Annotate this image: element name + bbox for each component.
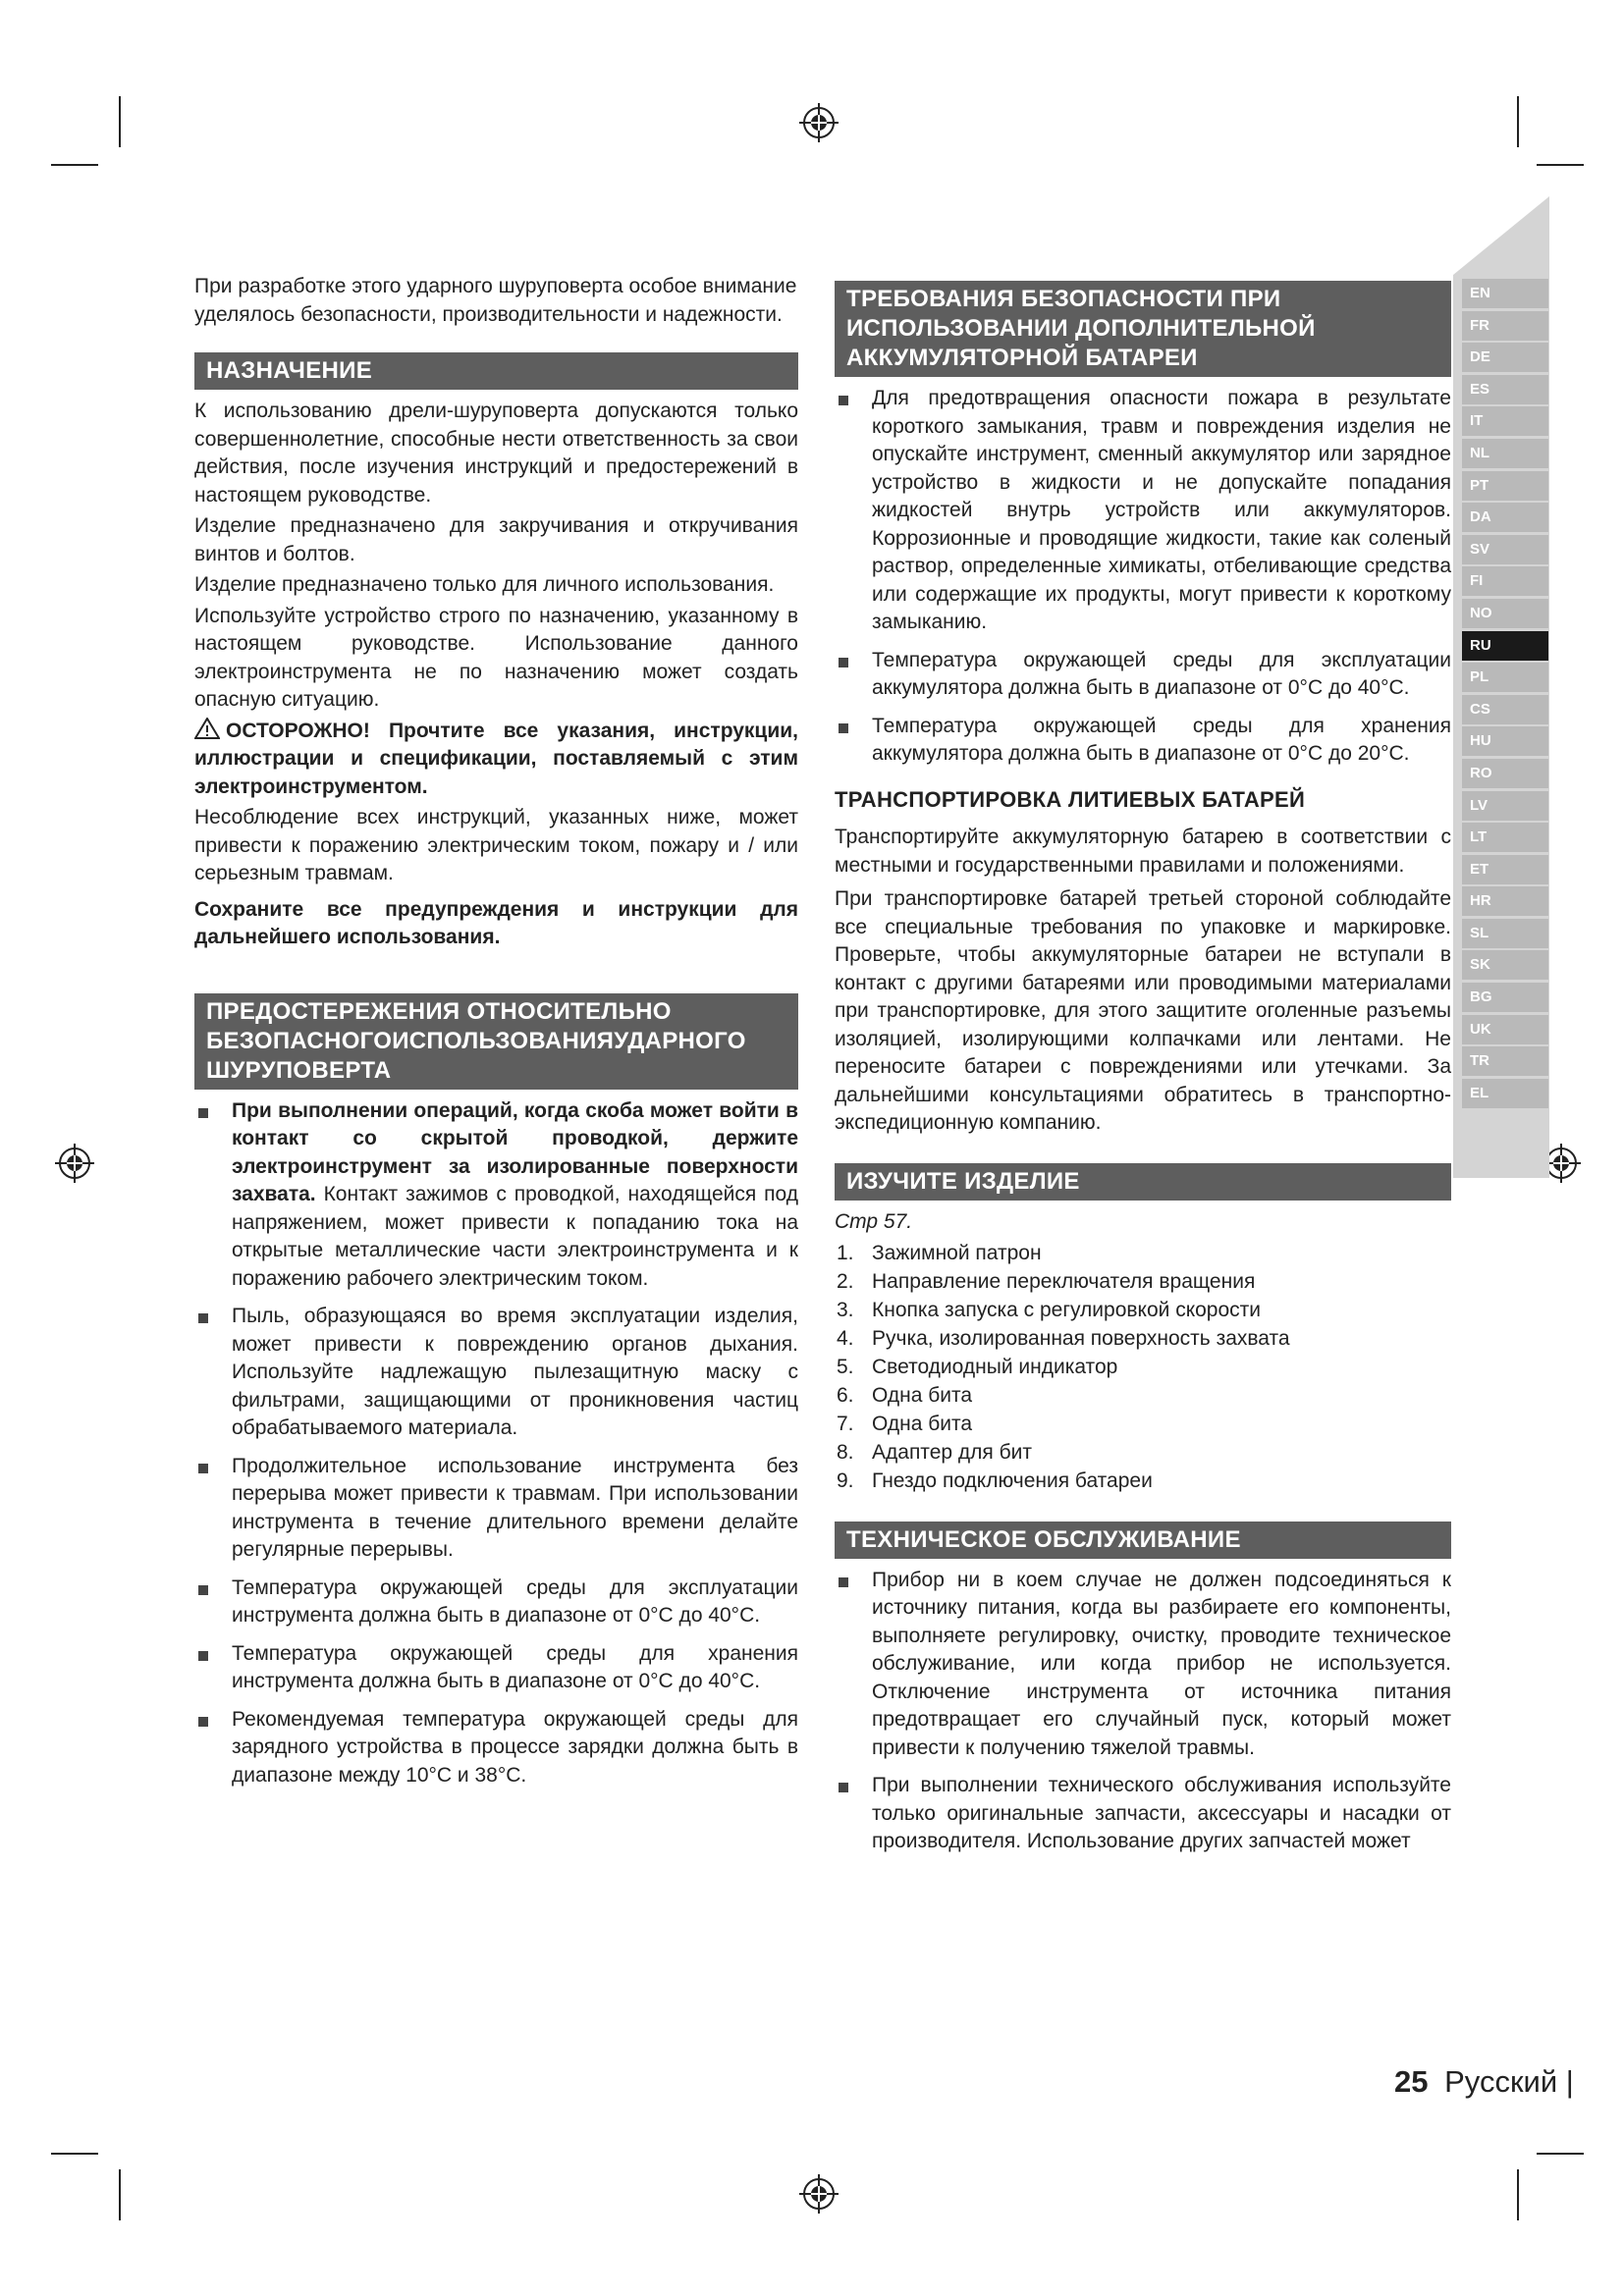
item-text: Ручка, изолированная поверхность захвата [872, 1327, 1290, 1350]
item-text: Направление переключателя вращения [872, 1270, 1256, 1293]
item-text: Светодиодный индикатор [872, 1356, 1118, 1378]
language-tab-el: EL [1462, 1079, 1548, 1108]
crop-mark [1517, 96, 1519, 147]
battery-list [835, 385, 1451, 769]
language-tab-ru: RU [1462, 631, 1548, 661]
save-instructions: Сохраните все предупреждения и инструкции для дальнейшего использования. [194, 897, 798, 948]
language-tab-pl: PL [1462, 663, 1548, 692]
language-tab-lt: LT [1462, 823, 1548, 852]
item-text: Гнездо подключения батареи [872, 1469, 1153, 1492]
purpose-heading: НАЗНАЧЕНИЕ [194, 352, 798, 390]
item-number: 4. [837, 1327, 854, 1350]
transport-paragraph: При транспортировке батарей третьей стороной соблюдайте все специальные требования по упаковке и маркировке. Проверьте, чтобы аккумуляторные батареи не вступали в контакт с другими батареями или проводимыми материалами при транспортировке, для этого защитите оголенные разъемы изоляцией, изолирующими колпачками или лентами. Не переносите батареи с повреждениями или утечками. За дальнейшими консультациями обратитесь в транспортно-экспедиционную компанию. [835, 887, 1451, 1134]
item-number: 3. [837, 1299, 854, 1321]
language-tab-it: IT [1462, 406, 1548, 436]
list-item [194, 1097, 798, 1294]
language-tab-nl: NL [1462, 439, 1548, 468]
bullet-text: Контакт зажимов с проводкой, находящейся под напряжением, может привести к попаданию тока на открытые металлические части электроинструмента и к поражению рабочего электрическим током. [232, 1183, 798, 1290]
footer-bar: | [1565, 2064, 1574, 2099]
list-item: Прибор ни в коем случае не должен подсоединяться к источнику питания, когда вы разбираете его компоненты, выполняете регулировку, очистку, проводите техническое обслуживание, или когда прибор не используется. Отключение инструмента от источника питания предотвращает его случайный пуск, который может привести к получению тяжелой травмы. [835, 1567, 1451, 1763]
maintenance-heading: ТЕХНИЧЕСКОЕ ОБСЛУЖИВАНИЕ [835, 1522, 1451, 1559]
language-tab-tr: TR [1462, 1046, 1548, 1076]
list-item [835, 1354, 1451, 1382]
language-tab-no: NO [1462, 599, 1548, 628]
language-tab-bg: BG [1462, 983, 1548, 1012]
purpose-paragraph: К использованию дрели-шуруповерта допускаются только совершеннолетние, способные нести ответственность за свои действия, после изучения инструкций и предостережений в настоящем руководстве. [194, 400, 798, 507]
list-item [835, 1382, 1451, 1411]
language-tab-de: DE [1462, 343, 1548, 372]
language-tab-ro: RO [1462, 759, 1548, 788]
list-item: Продолжительное использование инструмента без перерыва может привести к травмам. При использовании инструмента в течение длительного времени делайте регулярные перерывы. [194, 1453, 798, 1565]
safety-heading: ПРЕДОСТЕРЕЖЕНИЯ ОТНОСИТЕЛЬНО БЕЗОПАСНОГОИСПОЛЬЗОВАНИЯУДАРНОГО ШУРУПОВЕРТА [194, 993, 798, 1090]
registration-mark-icon [799, 2174, 839, 2214]
purpose-paragraph: Используйте устройство строго по назначению, указанному в настоящем руководстве. Использование данного электроинструмента не по назначению может создать опасную ситуацию. [194, 604, 798, 711]
list-item [835, 1325, 1451, 1354]
purpose-paragraph: Изделие предназначено только для личного использования. [194, 573, 775, 596]
list-item: Температура окружающей среды для эксплуатации инструмента должна быть в диапазоне от 0°C до 40°C. [194, 1575, 798, 1630]
safety-list [194, 1097, 798, 1790]
warning-heading [194, 718, 798, 802]
list-item [835, 1439, 1451, 1468]
warning-bold-text: ОСТОРОЖНО! Прочтите все указания, инструкции, иллюстрации и спецификации, поставляемый с этим электроинструментом. [194, 719, 798, 798]
list-item: При выполнении технического обслуживания используйте только оригинальные запчасти, аксессуары и насадки от производителя. Использование других запчастей может [835, 1772, 1451, 1856]
language-tab-hr: HR [1462, 886, 1548, 916]
transport-heading: ТРАНСПОРТИРОВКА ЛИТИЕВЫХ БАТАРЕЙ [835, 786, 1306, 812]
crop-mark [51, 2153, 98, 2155]
item-number: 9. [837, 1469, 854, 1492]
registration-mark-icon [55, 1144, 94, 1183]
list-item: Температура окружающей среды для хранения инструмента должна быть в диапазоне от 0°C до 40°C. [194, 1640, 798, 1696]
language-tab-cs: CS [1462, 695, 1548, 724]
list-item [835, 1240, 1451, 1268]
list-item: Температура окружающей среды для эксплуатации аккумулятора должна быть в диапазоне от 0°C до 40°C. [835, 647, 1451, 703]
registration-mark-icon [799, 103, 839, 142]
intro-text: При разработке этого ударного шуруповерта особое внимание уделялось безопасности, производительности и надежности. [194, 275, 797, 326]
footer-language: Русский [1444, 2064, 1558, 2099]
list-item [835, 1297, 1451, 1325]
list-item: Пыль, образующаяся во время эксплуатации изделия, может привести к повреждению органов дыхания. Используйте надлежащую пылезащитную маску с фильтрами, защищающими от проникновения частиц обрабатываемого материала. [194, 1303, 798, 1443]
crop-mark [1517, 2169, 1519, 2220]
list-item [835, 1468, 1451, 1496]
language-tab-et: ET [1462, 855, 1548, 884]
language-tab-pt: PT [1462, 471, 1548, 501]
crop-mark [119, 96, 121, 147]
item-number: 8. [837, 1441, 854, 1464]
page-reference: Стр 57. [835, 1209, 913, 1233]
bullet-bold-text: При выполнении операций, когда скоба может войти в контакт со скрытой проводкой, держите электроинструмент за изолированные поверхности захвата. [232, 1098, 798, 1205]
item-text: Адаптер для бит [872, 1441, 1032, 1464]
language-tab-fi: FI [1462, 566, 1548, 596]
crop-mark [119, 2169, 121, 2220]
language-tab-hu: HU [1462, 726, 1548, 756]
page-number: 25 [1394, 2064, 1429, 2099]
item-number: 2. [837, 1270, 854, 1293]
left-column [194, 273, 798, 1799]
crop-mark [1537, 2153, 1584, 2155]
language-tab-es: ES [1462, 375, 1548, 404]
item-number: 5. [837, 1356, 854, 1378]
item-number: 7. [837, 1413, 854, 1435]
item-number: 6. [837, 1384, 854, 1407]
item-text: Зажимной патрон [872, 1242, 1042, 1264]
warning-triangle-icon [194, 718, 220, 739]
item-text: Кнопка запуска с регулировкой скорости [872, 1299, 1262, 1321]
list-item: Температура окружающей среды для хранения аккумулятора должна быть в диапазоне от 0°C до 20°C. [835, 713, 1451, 769]
language-tab-sv: SV [1462, 535, 1548, 564]
language-tab-en: EN [1462, 279, 1548, 308]
warning-text: Несоблюдение всех инструкций, указанных ниже, может привести к поражению электрическим током, пожару и / или серьезным травмам. [194, 806, 798, 884]
battery-heading: ТРЕБОВАНИЯ БЕЗОПАСНОСТИ ПРИ ИСПОЛЬЗОВАНИИ ДОПОЛНИТЕЛЬНОЙ АККУМУЛЯТОРНОЙ БАТАРЕИ [835, 281, 1451, 377]
language-tabs [1462, 279, 1548, 1110]
parts-list [835, 1240, 1451, 1496]
page-footer [1394, 2064, 1574, 2100]
maintenance-list [835, 1567, 1451, 1856]
transport-paragraph: Транспортируйте аккумуляторную батарею в соответствии с местными и государственными правилами и положениями. [835, 826, 1451, 877]
right-column [835, 281, 1451, 1866]
list-item: Рекомендуемая температура окружающей среды для зарядного устройства в процессе зарядки должна быть в диапазоне между 10°C и 38°C. [194, 1706, 798, 1790]
item-number: 1. [837, 1242, 854, 1264]
list-item [835, 1268, 1451, 1297]
list-item: Для предотвращения опасности пожара в результате короткого замыкания, травм и повреждения изделия не опускайте инструмент, сменный аккумулятор или зарядное устройство в жидкости и не допускайте попадания жидкостей внутрь устройств или аккумуляторов. Коррозионные и проводящие жидкости, такие как соленый раствор, определенные химикаты, отбеливающие средства или содержащие их продукты, могут привести к короткому замыканию. [835, 385, 1451, 637]
language-tab-sl: SL [1462, 919, 1548, 948]
purpose-paragraph: Изделие предназначено для закручивания и откручивания винтов и болтов. [194, 514, 798, 565]
language-tab-lv: LV [1462, 791, 1548, 821]
item-text: Одна бита [872, 1384, 973, 1407]
know-heading: ИЗУЧИТЕ ИЗДЕЛИЕ [835, 1163, 1451, 1201]
list-item [835, 1411, 1451, 1439]
language-tab-sk: SK [1462, 950, 1548, 980]
language-tab-uk: UK [1462, 1015, 1548, 1044]
crop-mark [51, 164, 98, 166]
language-tab-da: DA [1462, 503, 1548, 532]
crop-mark [1537, 164, 1584, 166]
language-tab-fr: FR [1462, 311, 1548, 341]
item-text: Одна бита [872, 1413, 973, 1435]
